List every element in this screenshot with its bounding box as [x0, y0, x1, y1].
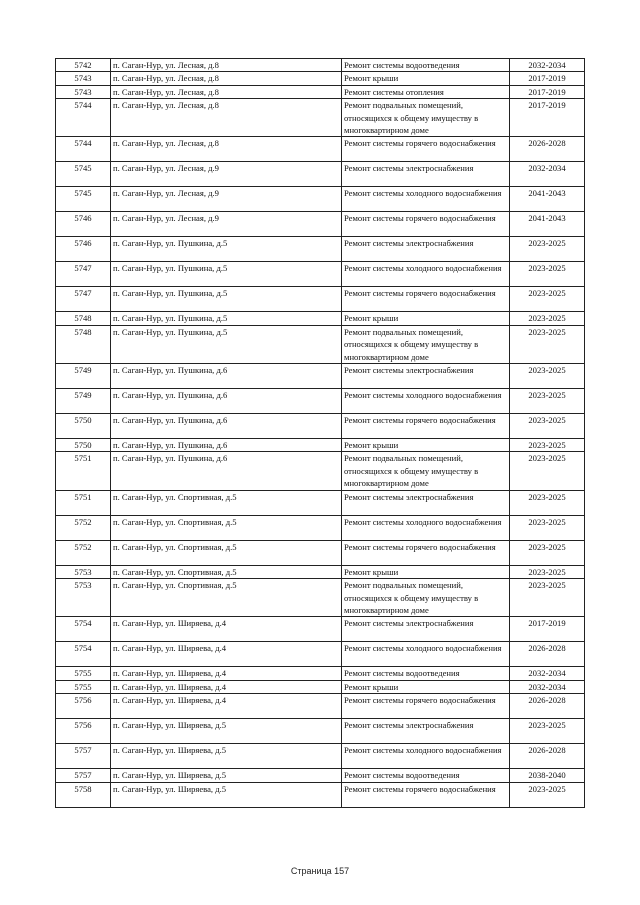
- address-cell: п. Саган-Нур, ул. Ширяева, д.4: [111, 642, 342, 667]
- table-row: [56, 565, 585, 578]
- table-row: [56, 212, 585, 237]
- work-type-cell: Ремонт системы электроснабжения: [342, 237, 510, 262]
- address-cell: п. Саган-Нур, ул. Пушкина, д.6: [111, 414, 342, 439]
- address-cell: п. Саган-Нур, ул. Пушкина, д.6: [111, 452, 342, 490]
- table-row: [56, 540, 585, 565]
- period-cell: 2026-2028: [510, 642, 585, 667]
- work-type-cell: Ремонт крыши: [342, 439, 510, 452]
- address-cell: п. Саган-Нур, ул. Пушкина, д.5: [111, 312, 342, 325]
- row-number-cell: 5745: [56, 162, 111, 187]
- table-row: [56, 99, 585, 137]
- row-number-cell: 5743: [56, 85, 111, 98]
- address-cell: п. Саган-Нур, ул. Ширяева, д.5: [111, 769, 342, 782]
- table-row: [56, 262, 585, 287]
- table-row: [56, 579, 585, 617]
- period-cell: 2023-2025: [510, 439, 585, 452]
- period-cell: 2023-2025: [510, 515, 585, 540]
- period-cell: 2023-2025: [510, 540, 585, 565]
- table-row: [56, 642, 585, 667]
- period-cell: 2026-2028: [510, 744, 585, 769]
- period-cell: 2023-2025: [510, 490, 585, 515]
- row-number-cell: 5758: [56, 782, 111, 807]
- period-cell: 2017-2019: [510, 72, 585, 85]
- works-table: [55, 58, 585, 808]
- row-number-cell: 5748: [56, 325, 111, 363]
- address-cell: п. Саган-Нур, ул. Ширяева, д.4: [111, 680, 342, 693]
- period-cell: 2032-2034: [510, 680, 585, 693]
- period-cell: 2017-2019: [510, 617, 585, 642]
- period-cell: 2023-2025: [510, 287, 585, 312]
- address-cell: п. Саган-Нур, ул. Лесная, д.9: [111, 187, 342, 212]
- address-cell: п. Саган-Нур, ул. Спортивная, д.5: [111, 515, 342, 540]
- table-row: [56, 137, 585, 162]
- work-type-cell: Ремонт системы холодного водоснабжения: [342, 187, 510, 212]
- row-number-cell: 5757: [56, 744, 111, 769]
- work-type-cell: Ремонт системы холодного водоснабжения: [342, 515, 510, 540]
- row-number-cell: 5743: [56, 72, 111, 85]
- address-cell: п. Саган-Нур, ул. Пушкина, д.6: [111, 389, 342, 414]
- work-type-cell: Ремонт подвальных помещений, относящихся к общему имуществу в многоквартирном доме: [342, 579, 510, 617]
- work-type-cell: Ремонт системы горячего водоснабжения: [342, 414, 510, 439]
- table-row: [56, 490, 585, 515]
- row-number-cell: 5746: [56, 237, 111, 262]
- address-cell: п. Саган-Нур, ул. Пушкина, д.6: [111, 439, 342, 452]
- work-type-cell: Ремонт крыши: [342, 680, 510, 693]
- period-cell: 2023-2025: [510, 414, 585, 439]
- period-cell: 2023-2025: [510, 565, 585, 578]
- period-cell: 2041-2043: [510, 187, 585, 212]
- address-cell: п. Саган-Нур, ул. Ширяева, д.5: [111, 744, 342, 769]
- period-cell: 2023-2025: [510, 312, 585, 325]
- row-number-cell: 5745: [56, 187, 111, 212]
- work-type-cell: Ремонт системы отопления: [342, 85, 510, 98]
- address-cell: п. Саган-Нур, ул. Пушкина, д.5: [111, 262, 342, 287]
- period-cell: 2023-2025: [510, 389, 585, 414]
- period-cell: 2038-2040: [510, 769, 585, 782]
- row-number-cell: 5748: [56, 312, 111, 325]
- work-type-cell: Ремонт системы горячего водоснабжения: [342, 212, 510, 237]
- row-number-cell: 5754: [56, 642, 111, 667]
- works-table-body: [56, 59, 585, 808]
- table-row: [56, 237, 585, 262]
- work-type-cell: Ремонт системы электроснабжения: [342, 617, 510, 642]
- table-row: [56, 439, 585, 452]
- address-cell: п. Саган-Нур, ул. Лесная, д.9: [111, 212, 342, 237]
- address-cell: п. Саган-Нур, ул. Лесная, д.8: [111, 72, 342, 85]
- address-cell: п. Саган-Нур, ул. Ширяева, д.5: [111, 719, 342, 744]
- row-number-cell: 5742: [56, 59, 111, 72]
- address-cell: п. Саган-Нур, ул. Пушкина, д.6: [111, 364, 342, 389]
- period-cell: 2032-2034: [510, 59, 585, 72]
- address-cell: п. Саган-Нур, ул. Лесная, д.8: [111, 85, 342, 98]
- address-cell: п. Саган-Нур, ул. Пушкина, д.5: [111, 287, 342, 312]
- work-type-cell: Ремонт системы электроснабжения: [342, 162, 510, 187]
- table-row: [56, 59, 585, 72]
- row-number-cell: 5757: [56, 769, 111, 782]
- work-type-cell: Ремонт подвальных помещений, относящихся к общему имуществу в многоквартирном доме: [342, 99, 510, 137]
- work-type-cell: Ремонт системы водоотведения: [342, 59, 510, 72]
- address-cell: п. Саган-Нур, ул. Ширяева, д.4: [111, 617, 342, 642]
- period-cell: 2023-2025: [510, 364, 585, 389]
- address-cell: п. Саган-Нур, ул. Ширяева, д.5: [111, 782, 342, 807]
- table-row: [56, 680, 585, 693]
- work-type-cell: Ремонт системы электроснабжения: [342, 490, 510, 515]
- work-type-cell: Ремонт системы горячего водоснабжения: [342, 137, 510, 162]
- period-cell: 2026-2028: [510, 137, 585, 162]
- table-row: [56, 162, 585, 187]
- work-type-cell: Ремонт системы водоотведения: [342, 667, 510, 680]
- period-cell: 2023-2025: [510, 782, 585, 807]
- table-row: [56, 325, 585, 363]
- row-number-cell: 5752: [56, 540, 111, 565]
- page-number: Страница 157: [290, 866, 350, 876]
- row-number-cell: 5754: [56, 617, 111, 642]
- row-number-cell: 5756: [56, 694, 111, 719]
- table-row: [56, 515, 585, 540]
- work-type-cell: Ремонт системы холодного водоснабжения: [342, 262, 510, 287]
- work-type-cell: Ремонт крыши: [342, 72, 510, 85]
- work-type-cell: Ремонт системы холодного водоснабжения: [342, 642, 510, 667]
- row-number-cell: 5749: [56, 364, 111, 389]
- work-type-cell: Ремонт крыши: [342, 565, 510, 578]
- period-cell: 2023-2025: [510, 325, 585, 363]
- table-row: [56, 187, 585, 212]
- work-type-cell: Ремонт подвальных помещений, относящихся к общему имуществу в многоквартирном доме: [342, 452, 510, 490]
- work-type-cell: Ремонт системы холодного водоснабжения: [342, 389, 510, 414]
- row-number-cell: 5744: [56, 99, 111, 137]
- table-row: [56, 452, 585, 490]
- period-cell: 2017-2019: [510, 99, 585, 137]
- row-number-cell: 5753: [56, 565, 111, 578]
- table-row: [56, 617, 585, 642]
- address-cell: п. Саган-Нур, ул. Спортивная, д.5: [111, 490, 342, 515]
- row-number-cell: 5750: [56, 414, 111, 439]
- address-cell: п. Саган-Нур, ул. Ширяева, д.4: [111, 694, 342, 719]
- work-type-cell: Ремонт системы горячего водоснабжения: [342, 287, 510, 312]
- work-type-cell: Ремонт системы водоотведения: [342, 769, 510, 782]
- row-number-cell: 5753: [56, 579, 111, 617]
- table-row: [56, 744, 585, 769]
- period-cell: 2023-2025: [510, 719, 585, 744]
- work-type-cell: Ремонт системы электроснабжения: [342, 719, 510, 744]
- address-cell: п. Саган-Нур, ул. Спортивная, д.5: [111, 565, 342, 578]
- row-number-cell: 5750: [56, 439, 111, 452]
- row-number-cell: 5749: [56, 389, 111, 414]
- address-cell: п. Саган-Нур, ул. Пушкина, д.5: [111, 325, 342, 363]
- period-cell: 2023-2025: [510, 452, 585, 490]
- table-row: [56, 364, 585, 389]
- table-row: [56, 85, 585, 98]
- work-type-cell: Ремонт системы горячего водоснабжения: [342, 782, 510, 807]
- table-row: [56, 312, 585, 325]
- address-cell: п. Саган-Нур, ул. Лесная, д.8: [111, 137, 342, 162]
- table-row: [56, 72, 585, 85]
- address-cell: п. Саган-Нур, ул. Спортивная, д.5: [111, 540, 342, 565]
- work-type-cell: Ремонт подвальных помещений, относящихся к общему имуществу в многоквартирном доме: [342, 325, 510, 363]
- period-cell: 2023-2025: [510, 237, 585, 262]
- address-cell: п. Саган-Нур, ул. Лесная, д.8: [111, 99, 342, 137]
- row-number-cell: 5747: [56, 262, 111, 287]
- table-row: [56, 287, 585, 312]
- period-cell: 2023-2025: [510, 262, 585, 287]
- period-cell: 2026-2028: [510, 694, 585, 719]
- row-number-cell: 5751: [56, 452, 111, 490]
- table-row: [56, 769, 585, 782]
- table-row: [56, 667, 585, 680]
- table-row: [56, 719, 585, 744]
- row-number-cell: 5747: [56, 287, 111, 312]
- row-number-cell: 5746: [56, 212, 111, 237]
- table-row: [56, 389, 585, 414]
- work-type-cell: Ремонт системы холодного водоснабжения: [342, 744, 510, 769]
- period-cell: 2017-2019: [510, 85, 585, 98]
- period-cell: 2041-2043: [510, 212, 585, 237]
- address-cell: п. Саган-Нур, ул. Ширяева, д.4: [111, 667, 342, 680]
- work-type-cell: Ремонт крыши: [342, 312, 510, 325]
- row-number-cell: 5755: [56, 680, 111, 693]
- period-cell: 2032-2034: [510, 162, 585, 187]
- row-number-cell: 5752: [56, 515, 111, 540]
- row-number-cell: 5755: [56, 667, 111, 680]
- period-cell: 2032-2034: [510, 667, 585, 680]
- address-cell: п. Саган-Нур, ул. Спортивная, д.5: [111, 579, 342, 617]
- work-type-cell: Ремонт системы горячего водоснабжения: [342, 540, 510, 565]
- period-cell: 2023-2025: [510, 579, 585, 617]
- work-type-cell: Ремонт системы горячего водоснабжения: [342, 694, 510, 719]
- table-row: [56, 694, 585, 719]
- address-cell: п. Саган-Нур, ул. Пушкина, д.5: [111, 237, 342, 262]
- table-row: [56, 414, 585, 439]
- row-number-cell: 5756: [56, 719, 111, 744]
- row-number-cell: 5751: [56, 490, 111, 515]
- work-type-cell: Ремонт системы электроснабжения: [342, 364, 510, 389]
- address-cell: п. Саган-Нур, ул. Лесная, д.9: [111, 162, 342, 187]
- table-row: [56, 782, 585, 807]
- row-number-cell: 5744: [56, 137, 111, 162]
- address-cell: п. Саган-Нур, ул. Лесная, д.8: [111, 59, 342, 72]
